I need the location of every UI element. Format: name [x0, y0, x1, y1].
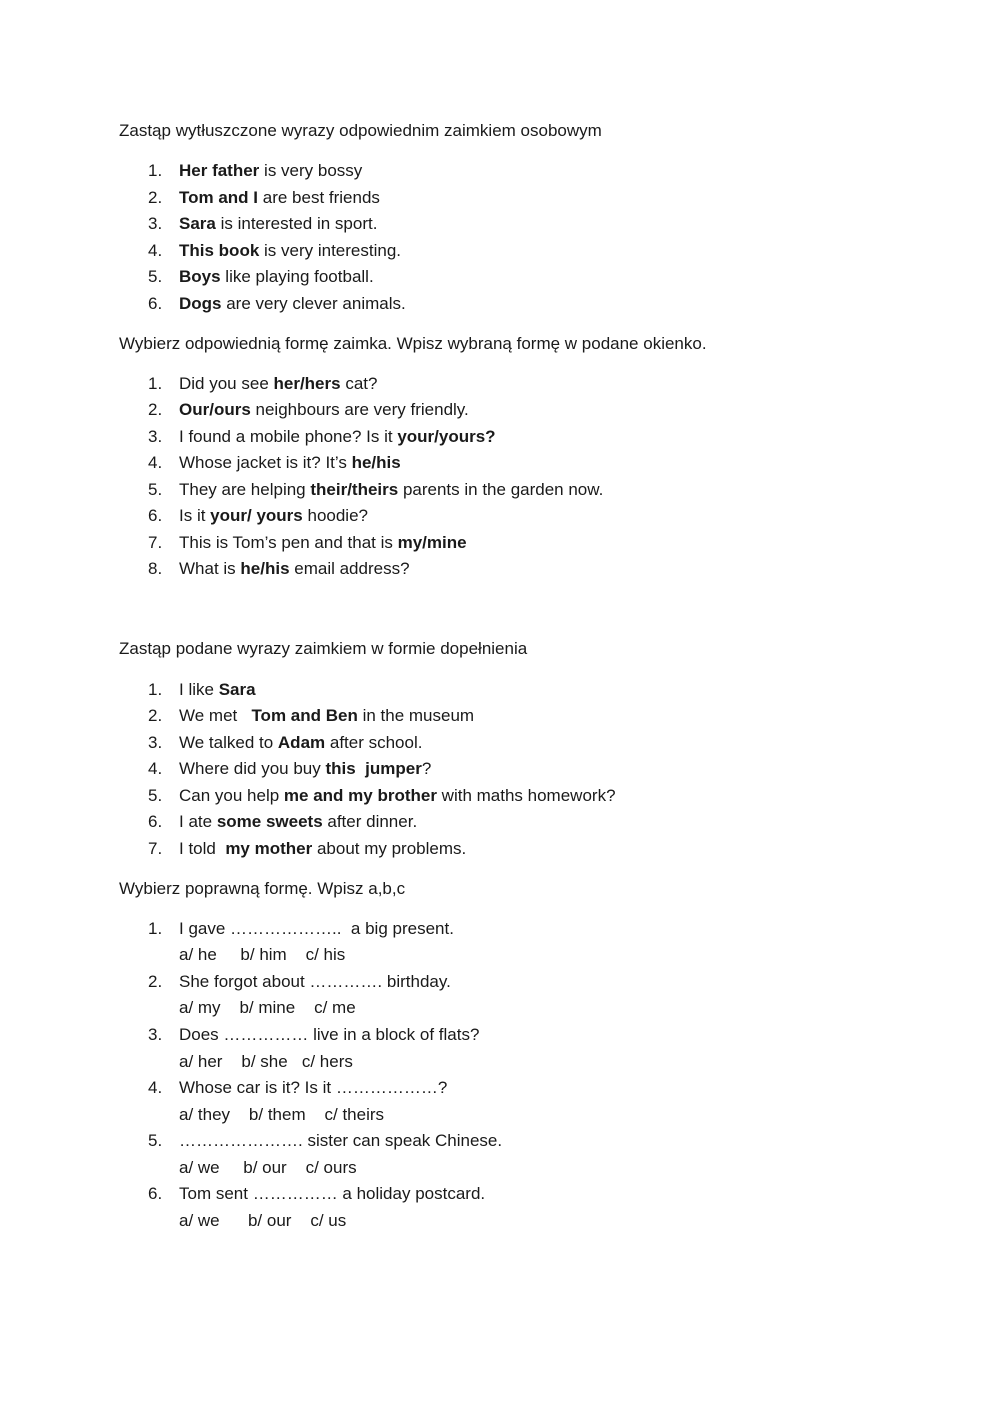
item-text: What is he/his email address? — [179, 559, 410, 578]
question-text: She forgot about …………. birthday. — [179, 972, 451, 991]
item-number: 3. — [148, 214, 163, 233]
item-number: 6. — [148, 294, 163, 313]
answer-options: a/ he b/ him c/ his — [179, 945, 346, 964]
item-text: I like Sara — [179, 680, 256, 699]
item-text: I told my mother about my problems. — [179, 839, 467, 858]
item-number: 4. — [148, 241, 163, 260]
item-text: Our/ours neighbours are very friendly. — [179, 400, 469, 419]
answer-options: a/ her b/ she c/ hers — [179, 1052, 353, 1071]
item-text: Where did you buy this jumper? — [179, 759, 432, 778]
item-number: 6. — [148, 812, 163, 831]
item-number: 1. — [148, 680, 163, 699]
question-text: Does …………… live in a block of flats? — [179, 1025, 480, 1044]
answer-options: a/ we b/ our c/ ours — [179, 1158, 357, 1177]
section-heading: Zastąp wytłuszczone wyrazy odpowiednim zaimkiem osobowym — [119, 121, 602, 140]
item-number: 5. — [148, 786, 163, 805]
item-number: 1. — [148, 919, 163, 938]
item-number: 6. — [148, 1184, 163, 1203]
answer-options: a/ they b/ them c/ theirs — [179, 1105, 385, 1124]
item-text: I ate some sweets after dinner. — [179, 812, 418, 831]
item-text: We met Tom and Ben in the museum — [179, 706, 475, 725]
section-heading: Zastąp podane wyrazy zaimkiem w formie dopełnienia — [119, 639, 528, 658]
item-text: We talked to Adam after school. — [179, 733, 423, 752]
question-text: …………………. sister can speak Chinese. — [179, 1131, 503, 1150]
item-number: 2. — [148, 188, 163, 207]
item-text: Whose jacket is it? It’s he/his — [179, 453, 401, 472]
answer-options: a/ my b/ mine c/ me — [179, 998, 356, 1017]
item-number: 5. — [148, 480, 163, 499]
item-text: Did you see her/hers cat? — [179, 374, 378, 393]
question-text: Tom sent …………… a holiday postcard. — [179, 1184, 486, 1203]
item-text: Is it your/ yours hoodie? — [179, 506, 368, 525]
item-number: 4. — [148, 453, 163, 472]
item-text: They are helping their/theirs parents in the garden now. — [179, 480, 604, 499]
item-number: 5. — [148, 267, 163, 286]
item-number: 3. — [148, 1025, 163, 1044]
item-text: Tom and I are best friends — [179, 188, 380, 207]
item-number: 2. — [148, 400, 163, 419]
section-heading: Wybierz odpowiednią formę zaimka. Wpisz wybraną formę w podane okienko. — [119, 334, 707, 353]
item-text: Her father is very bossy — [179, 161, 363, 180]
answer-options: a/ we b/ our c/ us — [179, 1211, 347, 1230]
item-number: 8. — [148, 559, 163, 578]
question-text: Whose car is it? Is it ………………? — [179, 1078, 448, 1097]
item-number: 5. — [148, 1131, 163, 1150]
item-text: Can you help me and my brother with maths homework? — [179, 786, 616, 805]
item-text: Dogs are very clever animals. — [179, 294, 406, 313]
question-text: I gave ……………….. a big present. — [179, 919, 454, 938]
item-number: 1. — [148, 161, 163, 180]
item-number: 2. — [148, 972, 163, 991]
item-text: This book is very interesting. — [179, 241, 402, 260]
item-number: 7. — [148, 533, 163, 552]
section-heading: Wybierz poprawną formę. Wpisz a,b,c — [119, 879, 406, 898]
item-number: 2. — [148, 706, 163, 725]
item-text: Sara is interested in sport. — [179, 214, 378, 233]
item-number: 3. — [148, 427, 163, 446]
item-number: 6. — [148, 506, 163, 525]
item-text: This is Tom’s pen and that is my/mine — [179, 533, 467, 552]
item-text: Boys like playing football. — [179, 267, 374, 286]
item-number: 1. — [148, 374, 163, 393]
item-number: 7. — [148, 839, 163, 858]
item-text: I found a mobile phone? Is it your/yours? — [179, 427, 496, 446]
item-number: 4. — [148, 759, 163, 778]
item-number: 4. — [148, 1078, 163, 1097]
item-number: 3. — [148, 733, 163, 752]
